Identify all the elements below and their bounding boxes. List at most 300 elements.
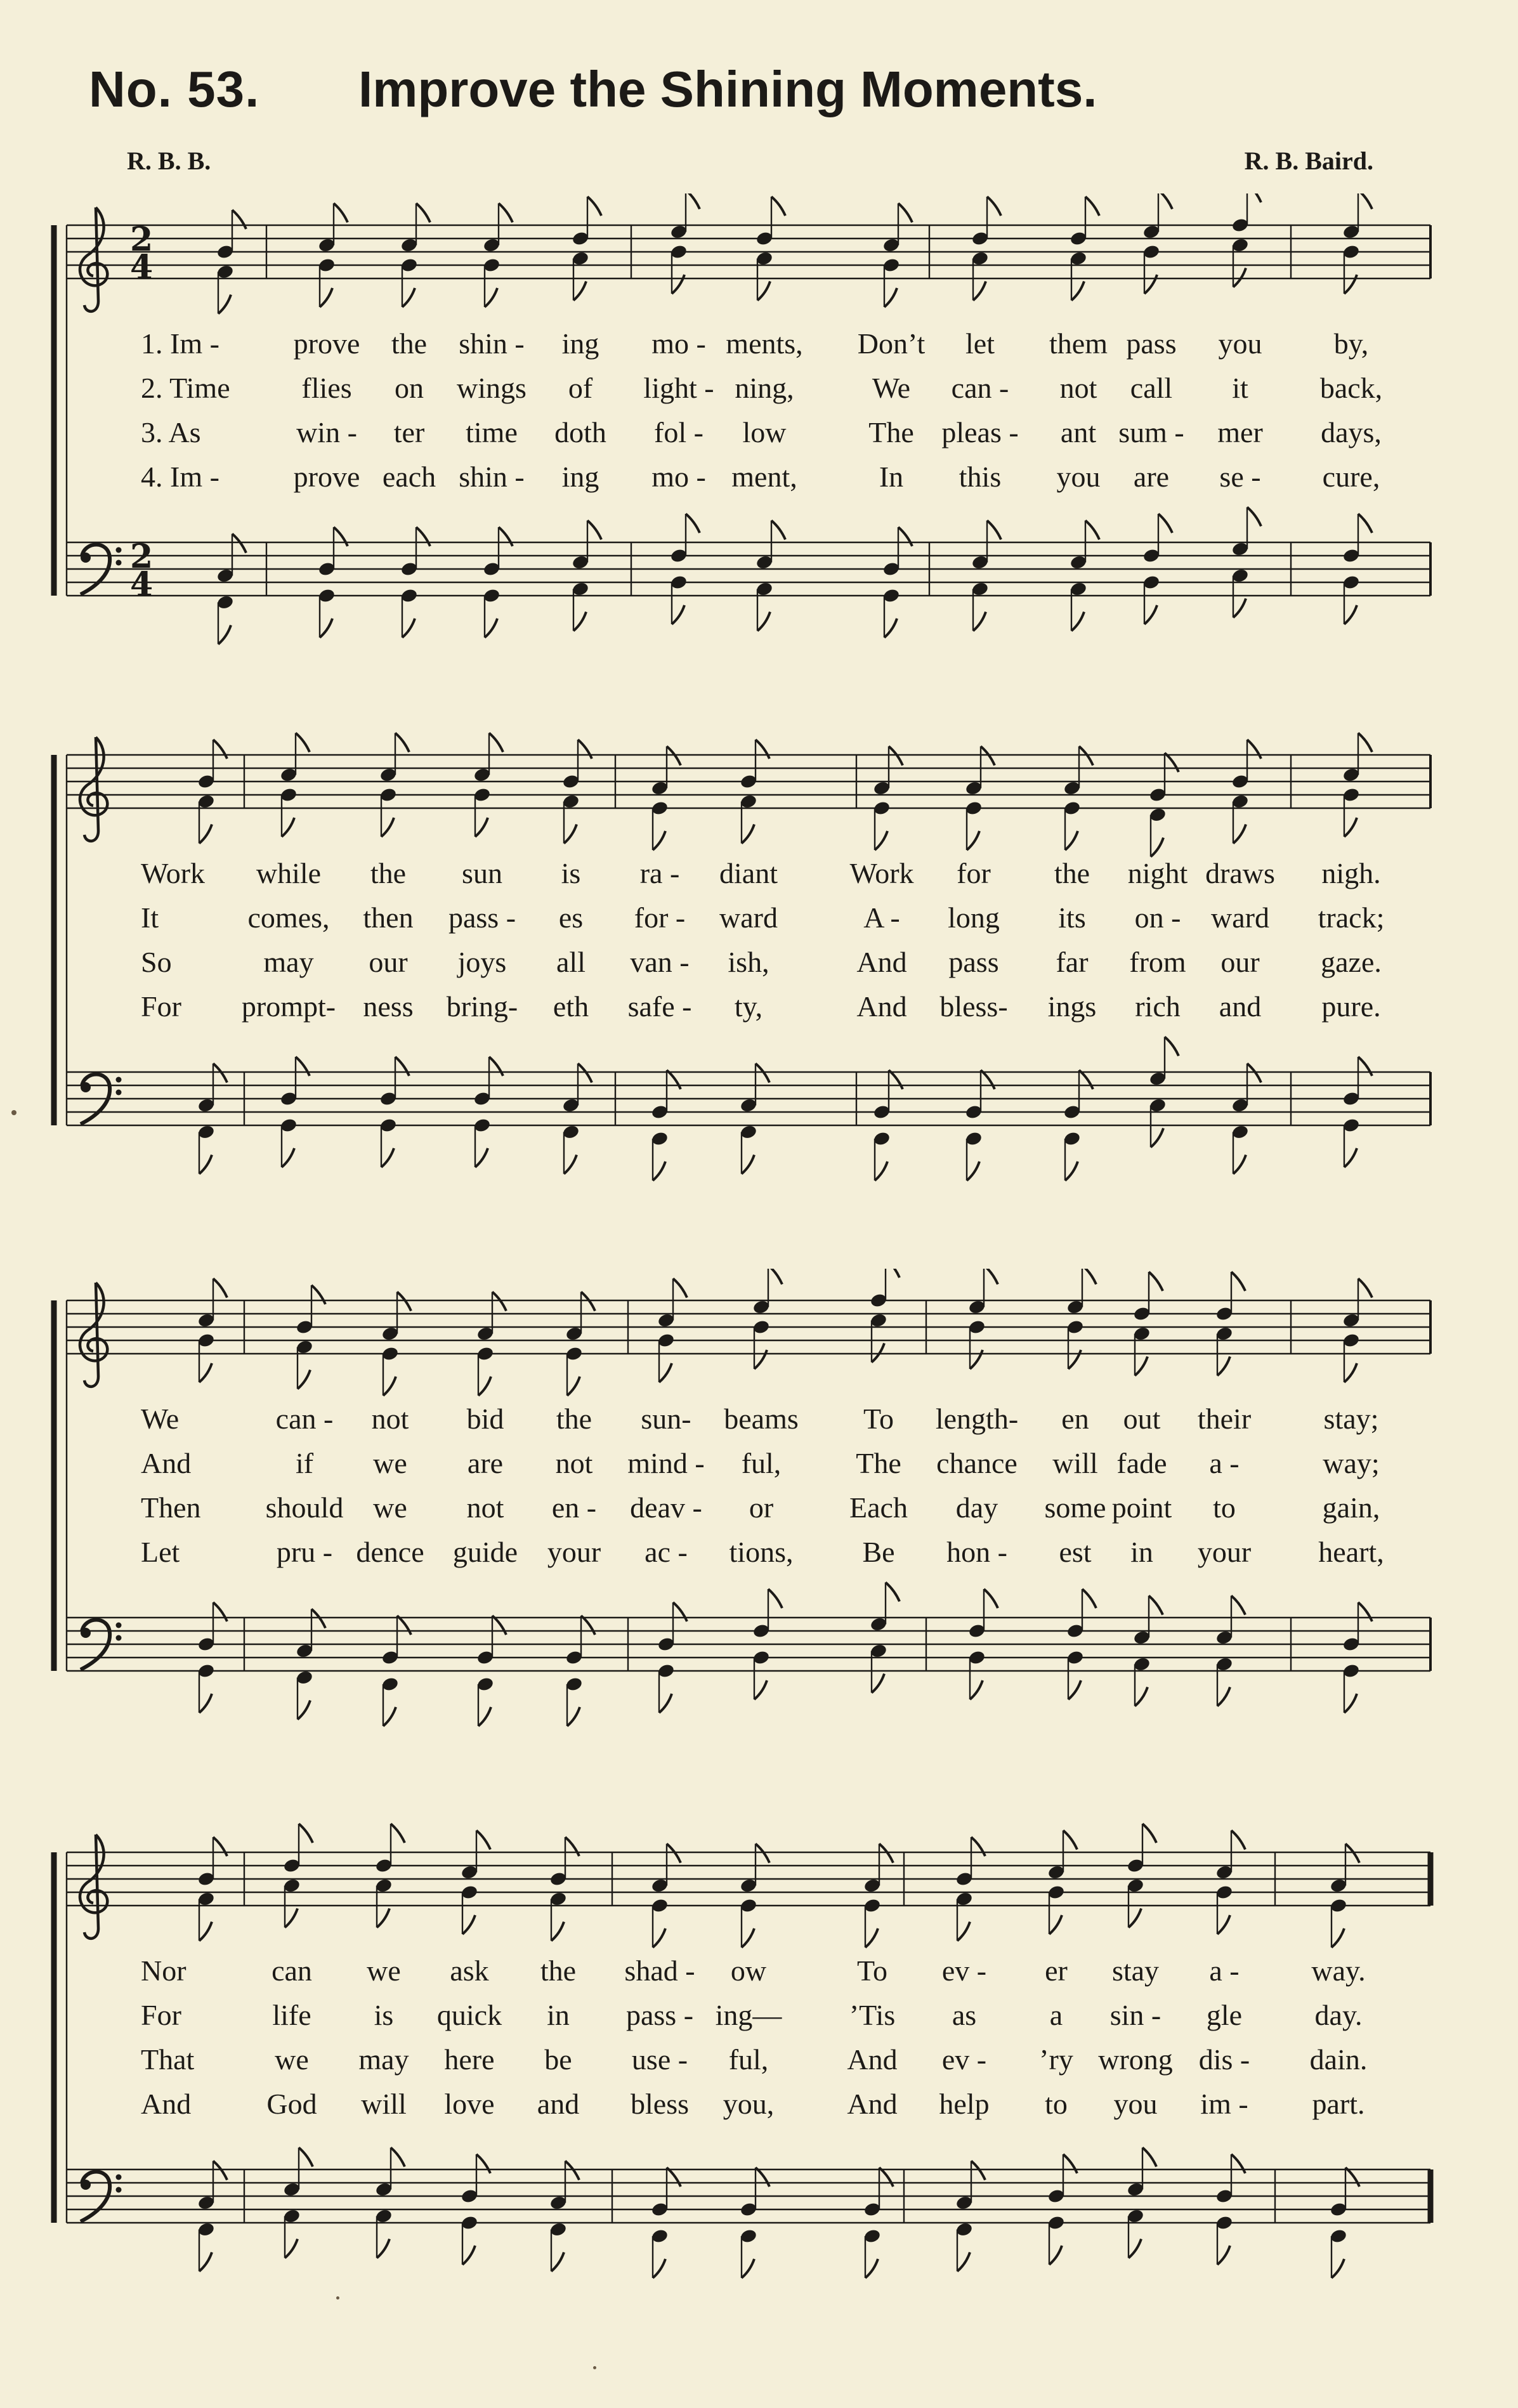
lyric-syllable: doth	[554, 416, 606, 448]
lyric-syllable: bless	[631, 2088, 689, 2120]
tenor-flag	[581, 1616, 595, 1635]
time-signature-top: 2	[130, 537, 154, 576]
lyric-syllable: all	[556, 946, 586, 978]
lyric-line	[0, 1446, 1518, 1484]
soprano-flag	[981, 747, 995, 766]
alto-flag	[1233, 825, 1246, 844]
lyric-line	[0, 945, 1518, 983]
hymn-number: No. 53.	[89, 61, 260, 117]
soprano-flag	[667, 1844, 681, 1863]
lyric-syllable: you,	[723, 2088, 775, 2120]
lyric-syllable: se -	[1219, 461, 1261, 493]
bass-clef-dot	[116, 2175, 122, 2180]
lyric-syllable: pru -	[276, 1536, 333, 1568]
bass-flag	[475, 1148, 488, 1167]
lyric-syllable: ’ry	[1039, 2043, 1073, 2076]
alto-flag	[475, 818, 488, 837]
lyric-syllable: And	[847, 2043, 898, 2076]
lyric-syllable: Then	[141, 1491, 201, 1524]
lyric-syllable: Be	[862, 1536, 895, 1568]
lyric-syllable: 3. As	[141, 416, 201, 448]
lyric-syllable: 2. Time	[141, 372, 230, 404]
alto-flag	[573, 282, 586, 301]
lyric-syllable: gle	[1206, 1999, 1243, 2031]
bass-flag	[1217, 2246, 1230, 2265]
alto-flag	[757, 282, 770, 301]
lyric-syllable: Work	[141, 857, 206, 889]
lyric-syllable: The	[868, 416, 914, 448]
alto-flag	[564, 825, 577, 844]
lyric-syllable: and	[537, 2088, 580, 2120]
bass-flag	[973, 612, 986, 631]
alto-flag	[485, 288, 497, 307]
alto-flag	[653, 831, 665, 850]
lyric-syllable: mo -	[651, 327, 706, 360]
tenor-flag	[232, 534, 246, 553]
tenor-flag	[987, 521, 1001, 540]
soprano-flag	[578, 740, 592, 759]
lyric-syllable: Nor	[141, 1954, 186, 1987]
treble-clef-icon	[80, 207, 107, 311]
lyric-syllable: shin -	[459, 461, 525, 493]
alto-flag	[381, 818, 394, 837]
soprano-flag	[756, 740, 769, 759]
music-credit: R. B. Baird.	[1244, 147, 1373, 175]
lyric-syllable: sum -	[1118, 416, 1184, 448]
lyric-syllable: Each	[849, 1491, 908, 1524]
lyric-syllable: ev -	[941, 1954, 987, 1987]
lyric-syllable: Work	[849, 857, 914, 889]
lyric-line	[0, 1535, 1518, 1573]
soprano-flag	[296, 733, 310, 752]
bass-flag	[1135, 1687, 1148, 1706]
tenor-flag	[391, 2148, 405, 2167]
tenor-flag	[1358, 514, 1372, 533]
lyric-syllable: way.	[1311, 1954, 1366, 1987]
lyric-syllable: ward	[1211, 901, 1269, 934]
tenor-flag	[1142, 2148, 1156, 2167]
lyric-syllable: ask	[450, 1954, 489, 1987]
tenor-flag	[1231, 1596, 1245, 1615]
lyric-syllable: tions,	[729, 1536, 794, 1568]
lyric-syllable: each	[382, 461, 436, 493]
bass-flag	[1233, 1155, 1246, 1174]
bass-flag	[1217, 1687, 1230, 1706]
alto-flag	[875, 831, 887, 850]
alto-flag	[218, 295, 231, 314]
tenor-flag	[879, 2168, 893, 2187]
alto-flag	[298, 1370, 310, 1389]
soprano-flag	[889, 747, 903, 766]
music-system	[0, 1821, 1518, 2280]
alto-flag	[377, 1909, 389, 1928]
lyric-syllable: for	[957, 857, 991, 889]
lyric-syllable: diant	[719, 857, 778, 889]
bass-flag	[564, 1155, 577, 1174]
lyric-syllable: on	[395, 372, 424, 404]
alto-flag	[1144, 275, 1157, 294]
lyric-syllable: So	[141, 946, 172, 978]
lyric-syllable: pass -	[448, 901, 516, 934]
lyric-syllable: guide	[452, 1536, 518, 1568]
bass-flag	[1065, 1161, 1078, 1181]
alto-flag	[1217, 1915, 1230, 1934]
lyric-syllable: comes,	[247, 901, 330, 934]
soprano-flag	[1231, 1272, 1245, 1291]
lyric-syllable: time	[466, 416, 518, 448]
lyric-syllable: its	[1058, 901, 1086, 934]
soprano-flag	[213, 1279, 227, 1298]
tenor-flag	[587, 521, 601, 540]
lyric-syllable: your	[1197, 1536, 1252, 1568]
soprano-flag	[311, 1285, 325, 1304]
lyric-syllable: ful,	[741, 1447, 782, 1479]
tenor-flag	[768, 1589, 782, 1608]
lyric-syllable: stay	[1111, 1954, 1160, 1987]
soprano-flag	[1247, 740, 1261, 759]
hymn-title: Improve the Shining Moments.	[358, 61, 1097, 117]
tenor-flag	[1158, 514, 1172, 533]
time-signature-bottom: 4	[130, 565, 154, 604]
lyric-syllable: pass	[948, 946, 999, 978]
soprano-flag	[1247, 193, 1261, 202]
lyric-syllable: love	[444, 2088, 495, 2120]
lyric-line	[0, 416, 1518, 454]
lyric-syllable: can -	[275, 1403, 334, 1435]
lyric-syllable: beams	[724, 1403, 799, 1435]
bass-clef-dot	[116, 1635, 122, 1641]
bass-flag	[1144, 605, 1157, 624]
lyric-syllable: the	[391, 327, 428, 360]
soprano-flag	[686, 193, 700, 209]
lyric-syllable: wings	[457, 372, 527, 404]
lyric-syllable: quick	[436, 1999, 502, 2031]
soprano-flag	[397, 1292, 411, 1311]
lyric-syllable: we	[275, 2043, 309, 2076]
lyric-syllable: not	[371, 1403, 409, 1435]
lyric-syllable: draws	[1205, 857, 1275, 889]
lyric-syllable: im -	[1200, 2088, 1248, 2120]
tenor-flag	[213, 1064, 227, 1083]
tenor-flag	[395, 1057, 409, 1076]
lyric-syllable: ful,	[728, 2043, 769, 2076]
soprano-flag	[879, 1844, 893, 1863]
lyric-syllable: ac -	[644, 1536, 688, 1568]
tenor-flag	[1165, 1037, 1179, 1056]
bass-clef-dot	[116, 1623, 122, 1628]
soprano-flag	[987, 197, 1001, 216]
tenor-flag	[667, 1070, 681, 1089]
lyric-syllable: ning,	[735, 372, 794, 404]
lyric-syllable: sun	[462, 857, 502, 889]
alto-flag	[742, 1928, 754, 1947]
lyric-syllable: cure,	[1322, 461, 1380, 493]
bass-flag	[1344, 1694, 1357, 1713]
alto-flag	[1049, 1915, 1062, 1934]
bass-flag	[1068, 1680, 1081, 1699]
lyric-syllable: and	[1219, 990, 1262, 1023]
alto-flag	[478, 1377, 491, 1396]
soprano-flag	[416, 204, 430, 223]
lyric-syllable: est	[1059, 1536, 1092, 1568]
tenor-flag	[1247, 1064, 1261, 1083]
bass-flag	[865, 2259, 878, 2278]
tenor-flag	[1063, 2154, 1077, 2173]
lyric-line	[0, 327, 1518, 365]
lyric-syllable: if	[295, 1447, 314, 1479]
tenor-flag	[1358, 1057, 1372, 1076]
lyric-syllable: ow	[730, 1954, 767, 1987]
lyric-syllable: prove	[293, 461, 360, 493]
lyric-syllable: ant	[1060, 416, 1097, 448]
alto-flag	[1135, 1357, 1148, 1376]
lyric-syllable: some	[1044, 1491, 1106, 1524]
lyric-syllable: we	[367, 1954, 401, 1987]
lyric-syllable: win -	[296, 416, 357, 448]
words-credit: R. B. B.	[127, 147, 211, 175]
lyric-syllable: And	[847, 2088, 898, 2120]
alto-flag	[970, 1350, 983, 1369]
lyric-line	[0, 371, 1518, 409]
tenor-flag	[213, 1602, 227, 1621]
lyric-syllable: ing	[561, 327, 599, 360]
soprano-flag	[971, 1837, 985, 1856]
lyric-syllable: from	[1129, 946, 1186, 978]
alto-flag	[754, 1350, 767, 1369]
tenor-flag	[499, 527, 513, 546]
lyric-syllable: not	[1059, 372, 1097, 404]
bass-clef-dot	[81, 553, 91, 563]
soprano-flag	[565, 1837, 579, 1856]
lyric-syllable: safe -	[627, 990, 692, 1023]
tenor-flag	[296, 1057, 310, 1076]
time-signature-bottom: 4	[130, 248, 154, 287]
lyric-syllable: en	[1061, 1403, 1089, 1435]
bass-flag	[383, 1707, 396, 1726]
lyric-syllable: as	[952, 1999, 977, 2031]
lyric-syllable: to	[1213, 1491, 1236, 1524]
alto-flag	[884, 288, 897, 307]
alto-flag	[659, 1363, 672, 1382]
lyric-syllable: We	[872, 372, 911, 404]
bass-clef-dot	[116, 560, 122, 566]
lyric-syllable: the	[540, 1954, 577, 1987]
soprano-flag	[395, 733, 409, 752]
bass-clef-dot	[116, 1077, 122, 1083]
lyric-syllable: days,	[1321, 416, 1382, 448]
lyric-syllable: prompt-	[241, 990, 336, 1023]
lyric-syllable: dain.	[1309, 2043, 1368, 2076]
soprano-flag	[232, 210, 246, 229]
lyric-syllable: eth	[553, 990, 589, 1023]
bass-flag	[757, 612, 770, 631]
lyric-syllable: the	[1054, 857, 1090, 889]
lyric-syllable: then	[363, 901, 414, 934]
lyric-syllable: 4. Im -	[141, 461, 219, 493]
tenor-flag	[886, 1583, 900, 1602]
lyric-syllable: light -	[643, 372, 714, 404]
bass-clef-dot	[81, 2180, 91, 2190]
lyric-syllable: heart,	[1318, 1536, 1384, 1568]
soprano-flag	[213, 1837, 227, 1856]
lyric-syllable: our	[369, 946, 408, 978]
lyric-syllable: And	[141, 1447, 192, 1479]
bass-flag	[884, 618, 897, 638]
lyric-syllable: their	[1197, 1403, 1252, 1435]
lyric-syllable: you	[1218, 327, 1262, 360]
lyric-syllable: in	[547, 1999, 570, 2031]
lyric-syllable: you	[1056, 461, 1101, 493]
alto-flag	[199, 1363, 212, 1382]
lyric-syllable: gain,	[1322, 1491, 1380, 1524]
bass-flag	[320, 618, 332, 638]
lyric-syllable: chance	[936, 1447, 1017, 1479]
lyric-syllable: here	[444, 2043, 495, 2076]
lyric-syllable: for -	[634, 901, 686, 934]
lyric-syllable: mo -	[651, 461, 706, 493]
lyric-syllable: ing	[561, 461, 599, 493]
soprano-flag	[673, 1279, 687, 1298]
lyric-syllable: of	[568, 372, 593, 404]
tenor-flag	[578, 1064, 592, 1083]
lyric-syllable: ing—	[715, 1999, 782, 2031]
lyric-line	[0, 856, 1518, 894]
lyric-syllable: by,	[1333, 327, 1369, 360]
lyric-syllable: ish,	[728, 946, 769, 978]
lyric-syllable: The	[856, 1447, 901, 1479]
tenor-flag	[416, 527, 430, 546]
lyric-syllable: gaze.	[1321, 946, 1382, 978]
soprano-flag	[587, 197, 601, 216]
alto-flag	[567, 1377, 580, 1396]
lyric-syllable: track;	[1318, 901, 1385, 934]
soprano-flag	[1082, 1269, 1096, 1285]
alto-flag	[1129, 1909, 1141, 1928]
alto-flag	[1344, 818, 1357, 837]
lyric-syllable: it	[1232, 372, 1248, 404]
alto-flag	[672, 275, 684, 294]
lyric-syllable: this	[959, 461, 1002, 493]
lyric-syllable: or	[749, 1491, 774, 1524]
lyric-line	[0, 1491, 1518, 1529]
lyric-syllable: while	[256, 857, 322, 889]
lyric-syllable: stay;	[1323, 1403, 1379, 1435]
alto-flag	[1344, 1363, 1357, 1382]
lyric-syllable: joys	[457, 946, 507, 978]
lyric-syllable: far	[1056, 946, 1089, 978]
lyric-syllable: can	[272, 1954, 312, 1987]
lyric-syllable: flies	[301, 372, 352, 404]
lyric-syllable: are	[1133, 461, 1170, 493]
lyric-syllable: length-	[935, 1403, 1019, 1435]
bass-clef-dot	[116, 2187, 122, 2193]
bass-flag	[653, 1161, 665, 1181]
alto-flag	[1065, 831, 1078, 850]
bass-clef-dot	[116, 547, 122, 553]
lyric-line	[0, 1998, 1518, 2036]
bass-flag	[1071, 612, 1084, 631]
bass-flag	[875, 1161, 887, 1181]
lyric-syllable: the	[370, 857, 407, 889]
lyric-syllable: out	[1123, 1403, 1161, 1435]
alto-flag	[653, 1928, 665, 1947]
alto-flag	[199, 825, 212, 844]
lyric-syllable: ment,	[731, 461, 797, 493]
music-system	[0, 1269, 1518, 1729]
tenor-flag	[1082, 1589, 1096, 1608]
soprano-flag	[1158, 193, 1172, 209]
lyric-syllable: part.	[1312, 2088, 1365, 2120]
bass-flag	[1332, 2259, 1344, 2278]
lyric-syllable: That	[141, 2043, 195, 2076]
soprano-flag	[1358, 1279, 1372, 1298]
tenor-flag	[667, 2168, 681, 2187]
lyric-syllable: let	[965, 327, 995, 360]
bass-flag	[742, 1155, 754, 1174]
alto-flag	[199, 1922, 212, 1941]
lyric-syllable: en -	[551, 1491, 597, 1524]
soprano-flag	[1358, 193, 1372, 209]
bass-flag	[478, 1707, 491, 1726]
alto-flag	[872, 1344, 884, 1363]
lyric-syllable: back,	[1319, 372, 1383, 404]
lyric-syllable: point	[1111, 1491, 1172, 1524]
soprano-flag	[756, 1844, 769, 1863]
lyric-syllable: we	[373, 1447, 407, 1479]
lyric-syllable: In	[879, 461, 904, 493]
lyric-syllable: day.	[1314, 1999, 1363, 2031]
lyric-syllable: will	[361, 2088, 407, 2120]
bass-flag	[285, 2239, 298, 2258]
music-system	[0, 193, 1518, 653]
lyric-syllable: shad -	[624, 1954, 695, 1987]
lyric-syllable: dis -	[1198, 2043, 1250, 2076]
bass-flag	[957, 2253, 970, 2272]
tenor-flag	[686, 514, 700, 533]
lyric-syllable: To	[863, 1403, 894, 1435]
lyric-syllable: long	[948, 901, 1000, 934]
lyric-syllable: is	[374, 1999, 394, 2031]
bass-flag	[298, 1701, 310, 1720]
bass-flag	[967, 1161, 979, 1181]
lyric-syllable: And	[856, 990, 907, 1023]
lyric-syllable: your	[547, 1536, 601, 1568]
lyric-syllable: way;	[1323, 1447, 1380, 1479]
bass-flag	[1129, 2239, 1141, 2258]
lyric-syllable: our	[1220, 946, 1260, 978]
lyric-syllable: pure.	[1321, 990, 1381, 1023]
soprano-flag	[1358, 733, 1372, 752]
lyric-syllable: not	[555, 1447, 593, 1479]
bass-flag	[282, 1148, 294, 1167]
alto-flag	[1344, 275, 1357, 294]
lyric-syllable: wrong	[1098, 2043, 1173, 2076]
tenor-flag	[1085, 521, 1099, 540]
lyric-syllable: To	[857, 1954, 887, 1987]
lyric-syllable: It	[141, 901, 159, 934]
soprano-flag	[213, 740, 227, 759]
soprano-flag	[1063, 1831, 1077, 1850]
lyric-line	[0, 460, 1518, 498]
bass-flag	[462, 2246, 475, 2265]
soprano-flag	[1345, 1844, 1359, 1863]
lyric-syllable: A -	[863, 901, 900, 934]
lyric-syllable: prove	[293, 327, 360, 360]
lyric-syllable: low	[742, 416, 787, 448]
lyric-syllable: pleas -	[941, 416, 1019, 448]
soprano-flag	[768, 1269, 782, 1285]
lyric-syllable: dence	[356, 1536, 424, 1568]
